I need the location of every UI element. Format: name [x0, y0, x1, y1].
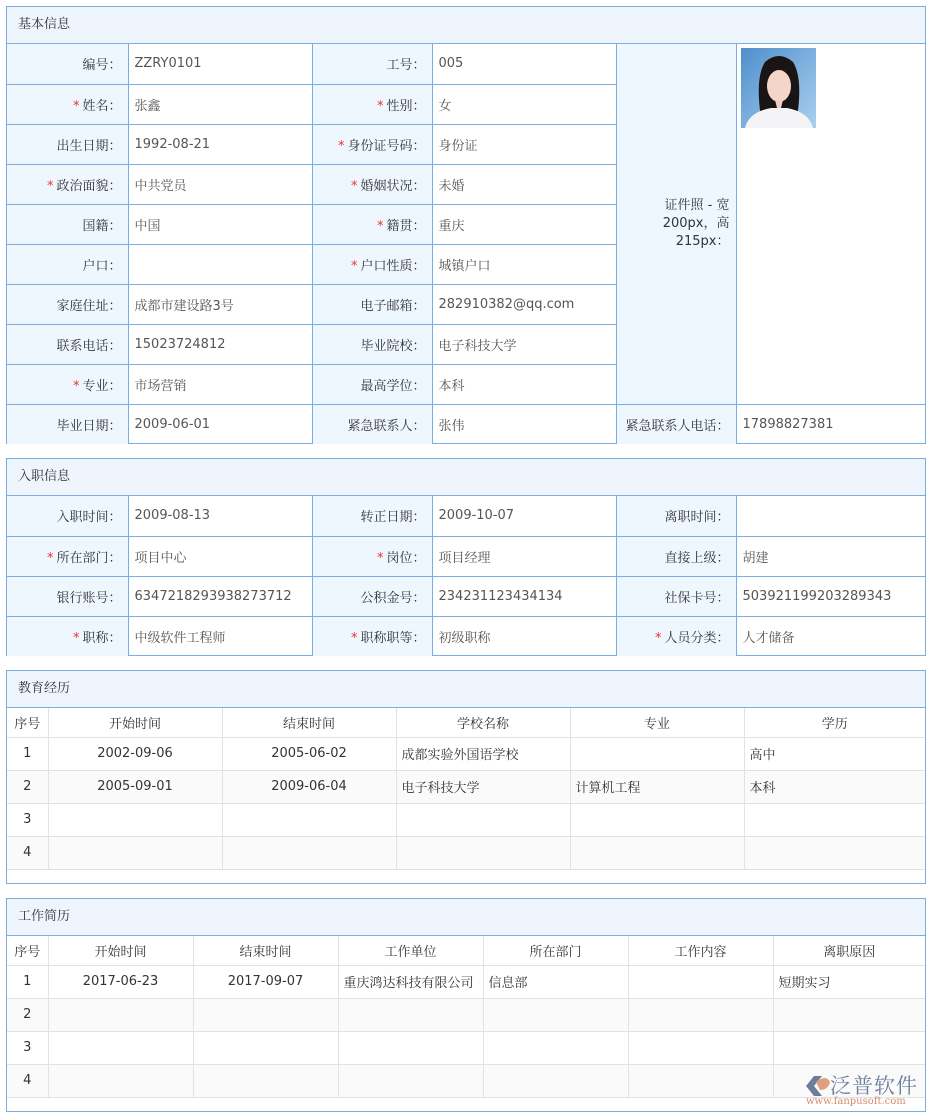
table-cell — [48, 1064, 193, 1097]
field-value[interactable]: 成都市建设路3号 — [128, 284, 312, 324]
table-cell — [48, 1031, 193, 1064]
photo-cell[interactable] — [736, 44, 925, 404]
label-text: 家庭住址： — [56, 298, 122, 314]
work-title: 工作简历 — [7, 899, 925, 936]
column-header: 离职原因 — [773, 936, 925, 965]
table-cell — [222, 836, 396, 869]
field-label — [7, 576, 128, 616]
field-label — [312, 496, 432, 536]
table-cell — [744, 836, 925, 869]
field-label — [7, 404, 128, 444]
table-cell — [628, 1064, 773, 1097]
field-label — [7, 204, 128, 244]
label-text: 姓名： — [82, 98, 122, 114]
field-label — [7, 536, 128, 576]
table-row[interactable] — [7, 770, 925, 803]
table-row[interactable] — [7, 1064, 925, 1097]
field-value[interactable]: 17898827381 — [736, 404, 925, 444]
column-header: 所在部门 — [483, 936, 628, 965]
field-label — [312, 124, 432, 164]
field-value[interactable]: ZZRY0101 — [128, 44, 312, 84]
field-value[interactable]: 中共党员 — [128, 164, 312, 204]
table-cell — [396, 836, 570, 869]
field-label — [616, 536, 736, 576]
field-label — [616, 404, 736, 444]
table-cell — [483, 1064, 628, 1097]
table-cell: 1 — [7, 737, 48, 770]
column-header: 工作单位 — [338, 936, 483, 965]
field-value[interactable]: 人才储备 — [736, 616, 925, 656]
table-row[interactable] — [7, 836, 925, 869]
field-label — [7, 364, 128, 404]
table-cell: 3 — [7, 803, 48, 836]
field-value[interactable]: 2009-06-01 — [128, 404, 312, 444]
table-cell: 本科 — [744, 770, 925, 803]
form-row — [7, 496, 925, 536]
table-cell — [193, 1031, 338, 1064]
label-text: 最高学位： — [360, 378, 426, 394]
required-asterisk-icon: * — [350, 630, 358, 646]
table-cell: 2017-09-07 — [193, 965, 338, 998]
field-label — [7, 124, 128, 164]
table-cell: 4 — [7, 1064, 48, 1097]
field-value[interactable]: 电子科技大学 — [432, 324, 616, 364]
label-text: 社保卡号： — [664, 590, 730, 606]
table-cell — [483, 998, 628, 1031]
table-cell — [628, 1031, 773, 1064]
label-text: 紧急联系人电话： — [625, 418, 730, 434]
label-text: 联系电话： — [56, 338, 122, 354]
column-header: 序号 — [7, 708, 48, 737]
label-text: 专业： — [82, 378, 122, 394]
field-label — [312, 324, 432, 364]
form-row — [7, 536, 925, 576]
field-label — [312, 536, 432, 576]
table-cell: 电子科技大学 — [396, 770, 570, 803]
table-cell: 3 — [7, 1031, 48, 1064]
column-header: 学历 — [744, 708, 925, 737]
table-cell: 4 — [7, 836, 48, 869]
field-value[interactable] — [128, 244, 312, 284]
required-asterisk-icon: * — [350, 178, 358, 194]
label-text: 电子邮箱： — [360, 298, 426, 314]
table-cell — [222, 803, 396, 836]
field-label — [7, 616, 128, 656]
column-header: 开始时间 — [48, 936, 193, 965]
required-asterisk-icon: * — [46, 178, 54, 194]
photo-label: 证件照 - 宽200px，高215px： — [616, 44, 736, 404]
table-cell: 2002-09-06 — [48, 737, 222, 770]
table-cell: 成都实验外国语学校 — [396, 737, 570, 770]
field-value[interactable]: 未婚 — [432, 164, 616, 204]
field-value[interactable]: 中国 — [128, 204, 312, 244]
form-row — [7, 44, 925, 84]
label-text: 岗位： — [386, 550, 426, 566]
field-value[interactable]: 项目经理 — [432, 536, 616, 576]
table-cell — [193, 998, 338, 1031]
field-label — [312, 244, 432, 284]
field-value[interactable]: 张伟 — [432, 404, 616, 444]
table-cell — [338, 1064, 483, 1097]
field-value[interactable]: 234231123434134 — [432, 576, 616, 616]
basic-info-panel — [6, 6, 926, 444]
field-label — [312, 404, 432, 444]
table-cell: 计算机工程 — [570, 770, 744, 803]
label-text: 银行账号： — [56, 590, 122, 606]
table-cell — [773, 1031, 925, 1064]
label-text: 政治面貌： — [56, 178, 122, 194]
table-row[interactable] — [7, 1031, 925, 1064]
field-label — [312, 84, 432, 124]
field-value[interactable]: 2009-08-13 — [128, 496, 312, 536]
form-row — [7, 616, 925, 656]
field-label — [616, 576, 736, 616]
field-value[interactable]: 女 — [432, 84, 616, 124]
field-value[interactable]: 2009-10-07 — [432, 496, 616, 536]
label-text: 性别： — [386, 98, 426, 114]
table-cell — [570, 803, 744, 836]
field-value[interactable]: 005 — [432, 44, 616, 84]
work-table — [7, 936, 925, 1098]
table-cell: 2005-09-01 — [48, 770, 222, 803]
field-value[interactable] — [736, 496, 925, 536]
table-row[interactable] — [7, 803, 925, 836]
field-label — [7, 284, 128, 324]
field-value[interactable]: 282910382@qq.com — [432, 284, 616, 324]
table-cell — [338, 1031, 483, 1064]
field-value[interactable]: 503921199203289343 — [736, 576, 925, 616]
table-cell — [773, 998, 925, 1031]
field-label — [312, 44, 432, 84]
table-cell — [48, 836, 222, 869]
entry-info-title: 入职信息 — [7, 459, 925, 496]
field-label — [312, 576, 432, 616]
label-text: 所在部门： — [56, 550, 122, 566]
label-text: 职称职等： — [360, 630, 426, 646]
required-asterisk-icon: * — [72, 378, 80, 394]
label-text: 公积金号： — [360, 590, 426, 606]
field-label — [616, 616, 736, 656]
table-cell: 2 — [7, 770, 48, 803]
table-cell: 2017-06-23 — [48, 965, 193, 998]
form-row — [7, 404, 925, 444]
field-value[interactable]: 初级职称 — [432, 616, 616, 656]
column-header: 学校名称 — [396, 708, 570, 737]
field-value[interactable]: 15023724812 — [128, 324, 312, 364]
label-text: 紧急联系人： — [347, 418, 426, 434]
required-asterisk-icon: * — [654, 630, 662, 646]
label-text: 编号： — [82, 58, 122, 74]
table-cell: 2009-06-04 — [222, 770, 396, 803]
table-cell — [483, 1031, 628, 1064]
label-text: 转正日期： — [360, 510, 426, 526]
label-text: 婚姻状况： — [360, 178, 426, 194]
field-value[interactable]: 项目中心 — [128, 536, 312, 576]
logo-url: www.fanpusoft.com — [806, 1096, 906, 1107]
label-text: 毕业日期： — [56, 418, 122, 434]
field-label — [7, 84, 128, 124]
label-text: 入职时间： — [56, 510, 122, 526]
field-label — [7, 324, 128, 364]
education-table — [7, 708, 925, 870]
table-cell — [193, 1064, 338, 1097]
label-text: 工号： — [386, 58, 426, 74]
field-value[interactable]: 市场营销 — [128, 364, 312, 404]
label-text: 职称： — [82, 630, 122, 646]
field-label — [616, 496, 736, 536]
table-cell — [48, 998, 193, 1031]
entry-info-form — [7, 496, 925, 656]
education-title: 教育经历 — [7, 671, 925, 708]
field-value[interactable]: 中级软件工程师 — [128, 616, 312, 656]
field-label — [7, 44, 128, 84]
required-asterisk-icon: * — [376, 550, 384, 566]
label-text: 户口： — [82, 258, 122, 274]
table-cell — [628, 965, 773, 998]
label-text: 直接上级： — [664, 550, 730, 566]
column-header: 工作内容 — [628, 936, 773, 965]
required-asterisk-icon: * — [46, 550, 54, 566]
label-text: 出生日期： — [56, 138, 122, 154]
required-asterisk-icon: * — [350, 258, 358, 274]
label-text: 户口性质： — [360, 258, 426, 274]
table-cell: 2 — [7, 998, 48, 1031]
required-asterisk-icon: * — [72, 98, 80, 114]
form-row — [7, 576, 925, 616]
table-cell: 短期实习 — [773, 965, 925, 998]
field-value[interactable]: 城镇户口 — [432, 244, 616, 284]
label-text: 离职时间： — [664, 510, 730, 526]
table-cell — [396, 803, 570, 836]
table-row[interactable] — [7, 998, 925, 1031]
entry-info-panel — [6, 458, 926, 656]
table-cell — [570, 737, 744, 770]
field-value[interactable]: 张鑫 — [128, 84, 312, 124]
field-label — [7, 244, 128, 284]
logo-name: 泛普软件 — [830, 1074, 918, 1098]
fanpusoft-logo — [800, 1068, 926, 1112]
work-panel — [6, 898, 926, 1112]
label-text: 籍贯： — [386, 218, 426, 234]
label-text: 人员分类： — [664, 630, 730, 646]
field-value[interactable]: 1992-08-21 — [128, 124, 312, 164]
label-text: 毕业院校： — [360, 338, 426, 354]
field-label — [312, 204, 432, 244]
column-header: 结束时间 — [222, 708, 396, 737]
education-panel — [6, 670, 926, 884]
required-asterisk-icon: * — [337, 138, 345, 154]
label-text: 国籍： — [82, 218, 122, 234]
column-header: 开始时间 — [48, 708, 222, 737]
field-value[interactable]: 6347218293938273712 — [128, 576, 312, 616]
field-label — [7, 164, 128, 204]
table-cell: 信息部 — [483, 965, 628, 998]
field-label — [312, 164, 432, 204]
table-cell: 2005-06-02 — [222, 737, 396, 770]
column-header: 专业 — [570, 708, 744, 737]
required-asterisk-icon: * — [72, 630, 80, 646]
label-text: 身份证号码： — [347, 138, 426, 154]
table-cell — [744, 803, 925, 836]
basic-info-title: 基本信息 — [7, 7, 925, 44]
table-cell — [570, 836, 744, 869]
field-value[interactable]: 胡建 — [736, 536, 925, 576]
required-asterisk-icon: * — [376, 218, 384, 234]
field-label — [7, 496, 128, 536]
required-asterisk-icon: * — [376, 98, 384, 114]
field-value[interactable]: 重庆 — [432, 204, 616, 244]
table-cell: 重庆鸿达科技有限公司 — [338, 965, 483, 998]
basic-info-form — [7, 44, 925, 444]
field-label — [312, 364, 432, 404]
id-photo — [741, 48, 816, 128]
table-row[interactable] — [7, 737, 925, 770]
table-cell — [48, 803, 222, 836]
field-label — [312, 284, 432, 324]
table-cell — [338, 998, 483, 1031]
table-cell: 高中 — [744, 737, 925, 770]
table-row[interactable] — [7, 965, 925, 998]
field-label — [312, 616, 432, 656]
table-cell — [628, 998, 773, 1031]
field-value[interactable]: 本科 — [432, 364, 616, 404]
field-value[interactable]: 身份证 — [432, 124, 616, 164]
table-cell: 1 — [7, 965, 48, 998]
column-header: 结束时间 — [193, 936, 338, 965]
column-header: 序号 — [7, 936, 48, 965]
